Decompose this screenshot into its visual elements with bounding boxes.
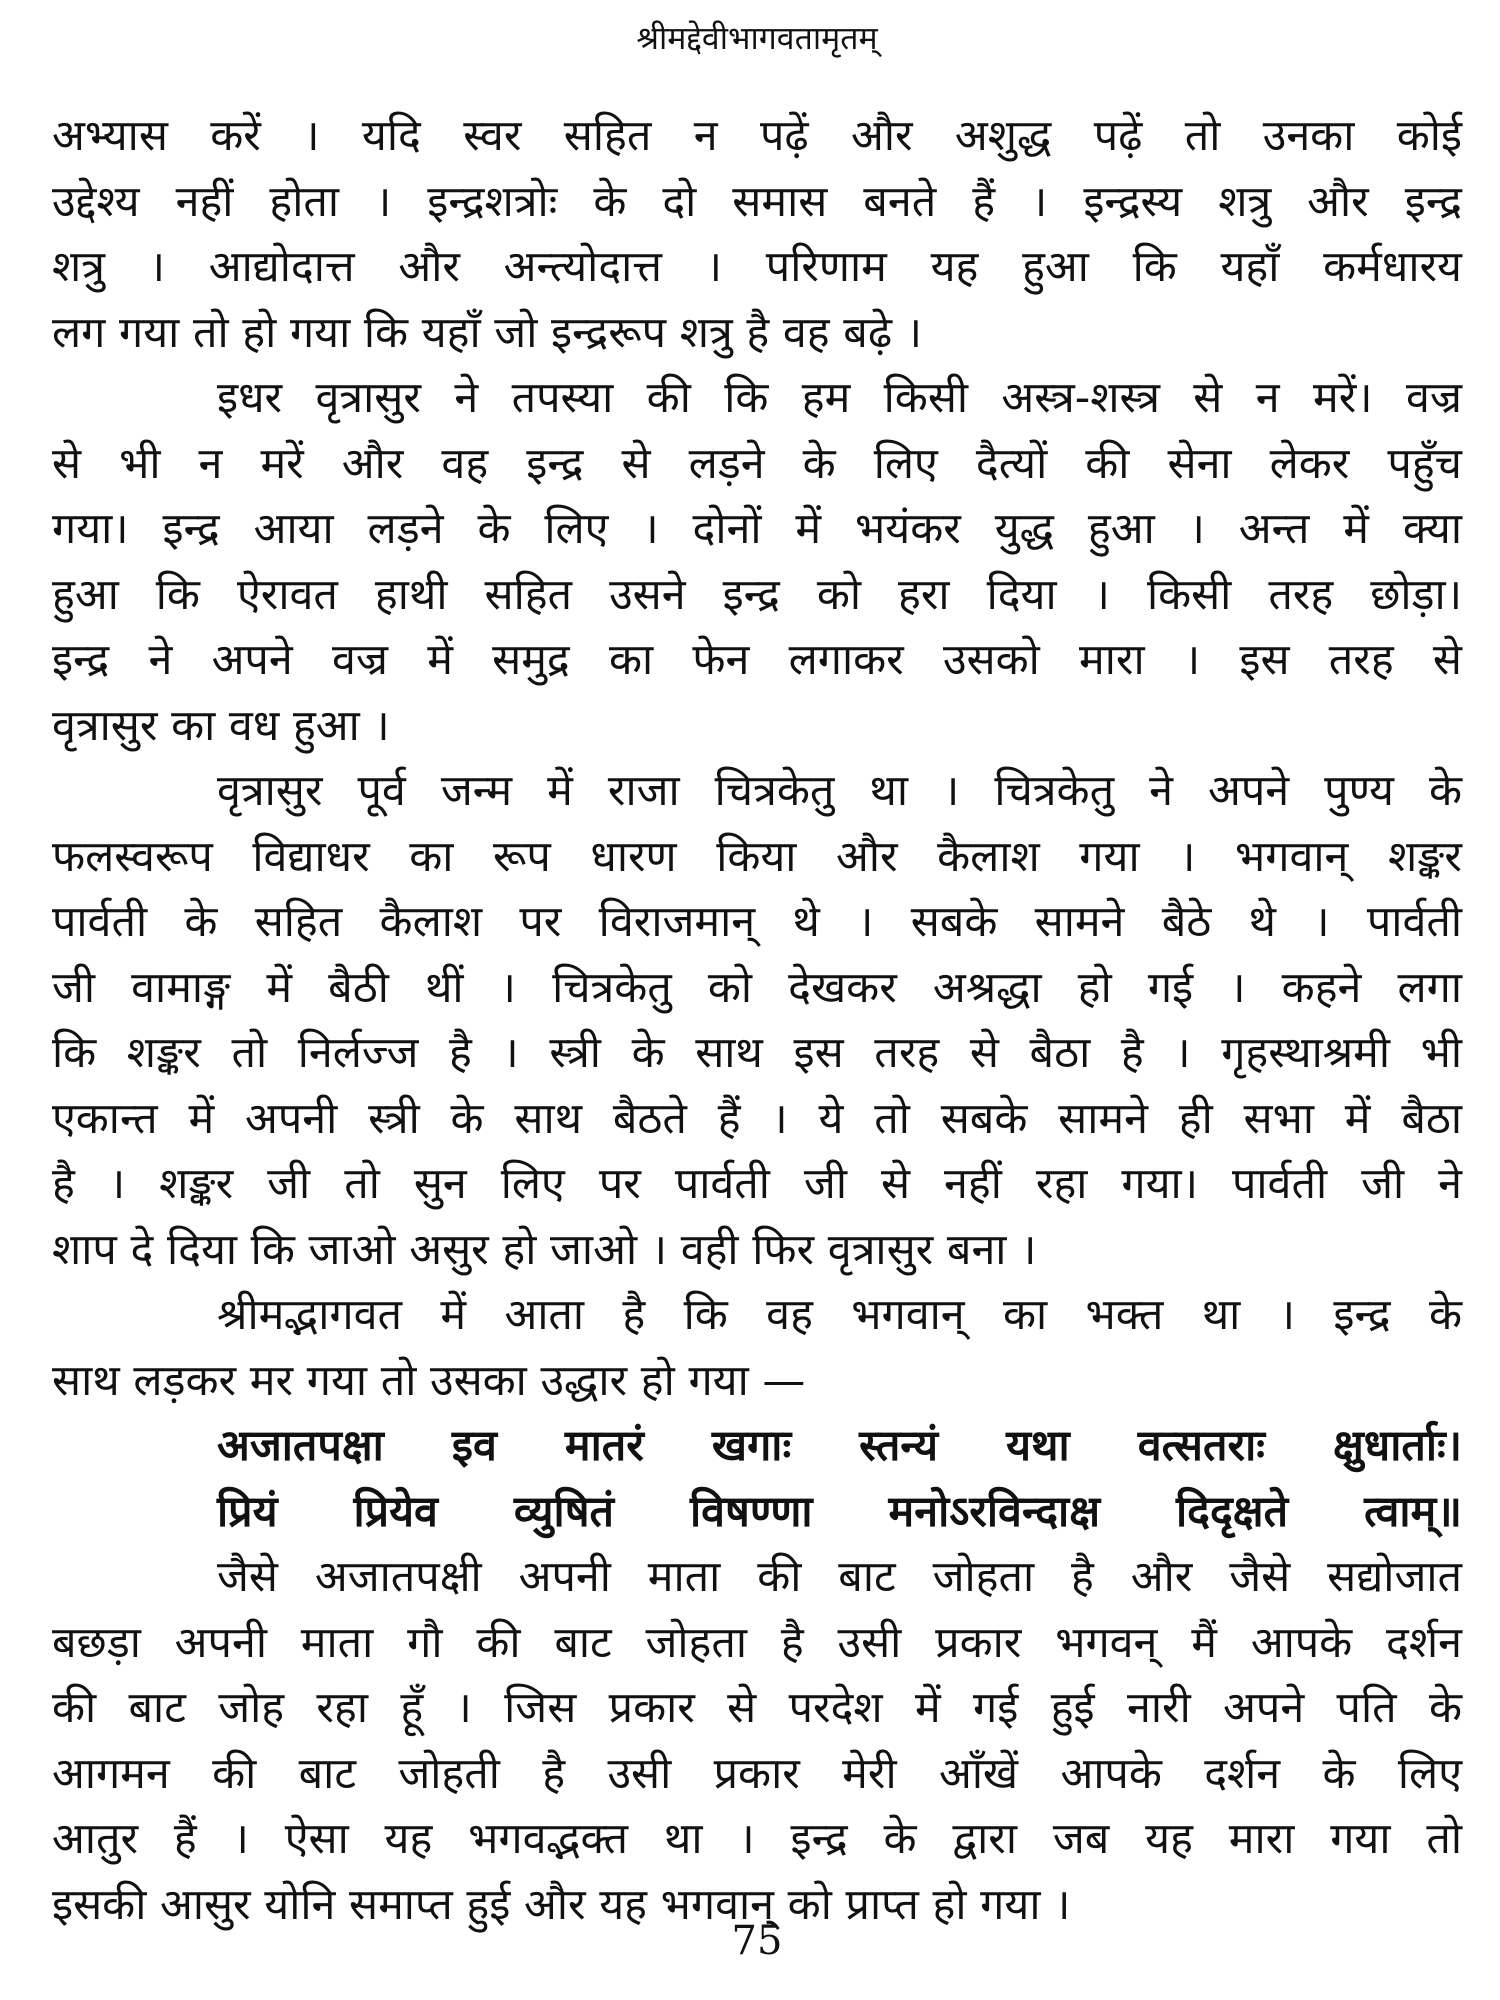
text-line: वृत्रासुर पूर्व जन्म में राजा चित्रकेतु था । चित्रकेतु ने अपने पुण्य के xyxy=(217,766,1462,816)
text-line: फलस्वरूप विद्याधर का रूप धारण किया और कैलाश गया । भगवान् शङ्कर xyxy=(52,831,1462,882)
running-head: श्रीमद्देवीभागवतामृतम् xyxy=(636,19,878,57)
text-line: शत्रु । आद्योदात्त और अन्त्योदात्त । परिणाम यह हुआ कि यहाँ कर्मधारय xyxy=(52,242,1462,292)
text-line: इसकी आसुर योनि समाप्त हुई और यह भगवान् को प्राप्त हो गया । xyxy=(52,1879,1071,1930)
text-line: श्रीमद्भागवत में आता है कि वह भगवान् का भक्त था । इन्द्र के xyxy=(217,1290,1462,1340)
book-page xyxy=(52,0,1462,2000)
text-line: लग गया तो हो गया कि यहाँ जो इन्द्ररूप शत्रु है वह बढ़े । xyxy=(52,307,923,358)
text-line: इन्द्र ने अपने वज्र में समुद्र का फेन लगाकर उसको मारा । इस तरह से xyxy=(52,635,1462,685)
verse-line: अजातपक्षा इव मातरं खगाः स्तन्यं यथा वत्सतराः क्षुधार्ताः। xyxy=(217,1421,1462,1471)
text-line: से भी न मरें और वह इन्द्र से लड़ने के लिए दैत्यों की सेना लेकर पहुँच xyxy=(52,438,1462,489)
text-line: शाप दे दिया कि जाओ असुर हो जाओ । वही फिर वृत्रासुर बना । xyxy=(52,1224,1037,1275)
text-line: हुआ कि ऐरावत हाथी सहित उसने इन्द्र को हरा दिया । किसी तरह छोड़ा। xyxy=(52,569,1462,620)
text-line: जैसे अजातपक्षी अपनी माता की बाट जोहता है और जैसे सद्योजात xyxy=(217,1552,1462,1602)
text-line: साथ लड़कर मर गया तो उसका उद्धार हो गया — xyxy=(52,1355,806,1406)
text-line: इधर वृत्रासुर ने तपस्या की कि हम किसी अस्त्र-शस्त्र से न मरें। वज्र xyxy=(217,373,1462,423)
text-line: जी वामाङ्ग में बैठी थीं । चित्रकेतु को देखकर अश्रद्धा हो गई । कहने लगा xyxy=(52,962,1462,1013)
text-line: बछड़ा अपनी माता गौ की बाट जोहता है उसी प्रकार भगवन् मैं आपके दर्शन xyxy=(52,1617,1462,1668)
text-line: पार्वती के सहित कैलाश पर विराजमान् थे । सबके सामने बैठे थे । पार्वती xyxy=(52,897,1462,947)
text-line: कि शङ्कर तो निर्लज्ज है । स्त्री के साथ इस तरह से बैठा है । गृहस्थाश्रमी भी xyxy=(52,1028,1462,1078)
text-line: उद्देश्य नहीं होता । इन्द्रशत्रोः के दो समास बनते हैं । इन्द्रस्य शत्रु और इन्द्र xyxy=(52,176,1462,227)
text-line: गया। इन्द्र आया लड़ने के लिए । दोनों में भयंकर युद्ध हुआ । अन्त में क्या xyxy=(52,504,1462,554)
page-number: 75 xyxy=(731,1918,783,1964)
verse-line: प्रियं प्रियेव व्युषितं विषण्णा मनोऽरविन्दाक्ष दिदृक्षते त्वाम्॥ xyxy=(217,1486,1462,1537)
text-line: आगमन की बाट जोहती है उसी प्रकार मेरी आँखें आपके दर्शन के लिए xyxy=(52,1748,1462,1799)
text-line: वृत्रासुर का वध हुआ । xyxy=(52,700,390,751)
text-line: है । शङ्कर जी तो सुन लिए पर पार्वती जी से नहीं रहा गया। पार्वती जी ने xyxy=(52,1159,1462,1209)
body-text xyxy=(52,104,1462,1938)
text-line: की बाट जोह रहा हूँ । जिस प्रकार से परदेश में गई हुई नारी अपने पति के xyxy=(52,1683,1462,1733)
text-line: अभ्यास करें । यदि स्वर सहित न पढ़ें और अशुद्ध पढ़ें तो उनका कोई xyxy=(52,111,1462,161)
text-line: आतुर हैं । ऐसा यह भगवद्भक्त था । इन्द्र के द्वारा जब यह मारा गया तो xyxy=(52,1814,1462,1864)
text-line: एकान्त में अपनी स्त्री के साथ बैठते हैं । ये तो सबके सामने ही सभा में बैठा xyxy=(52,1093,1462,1144)
